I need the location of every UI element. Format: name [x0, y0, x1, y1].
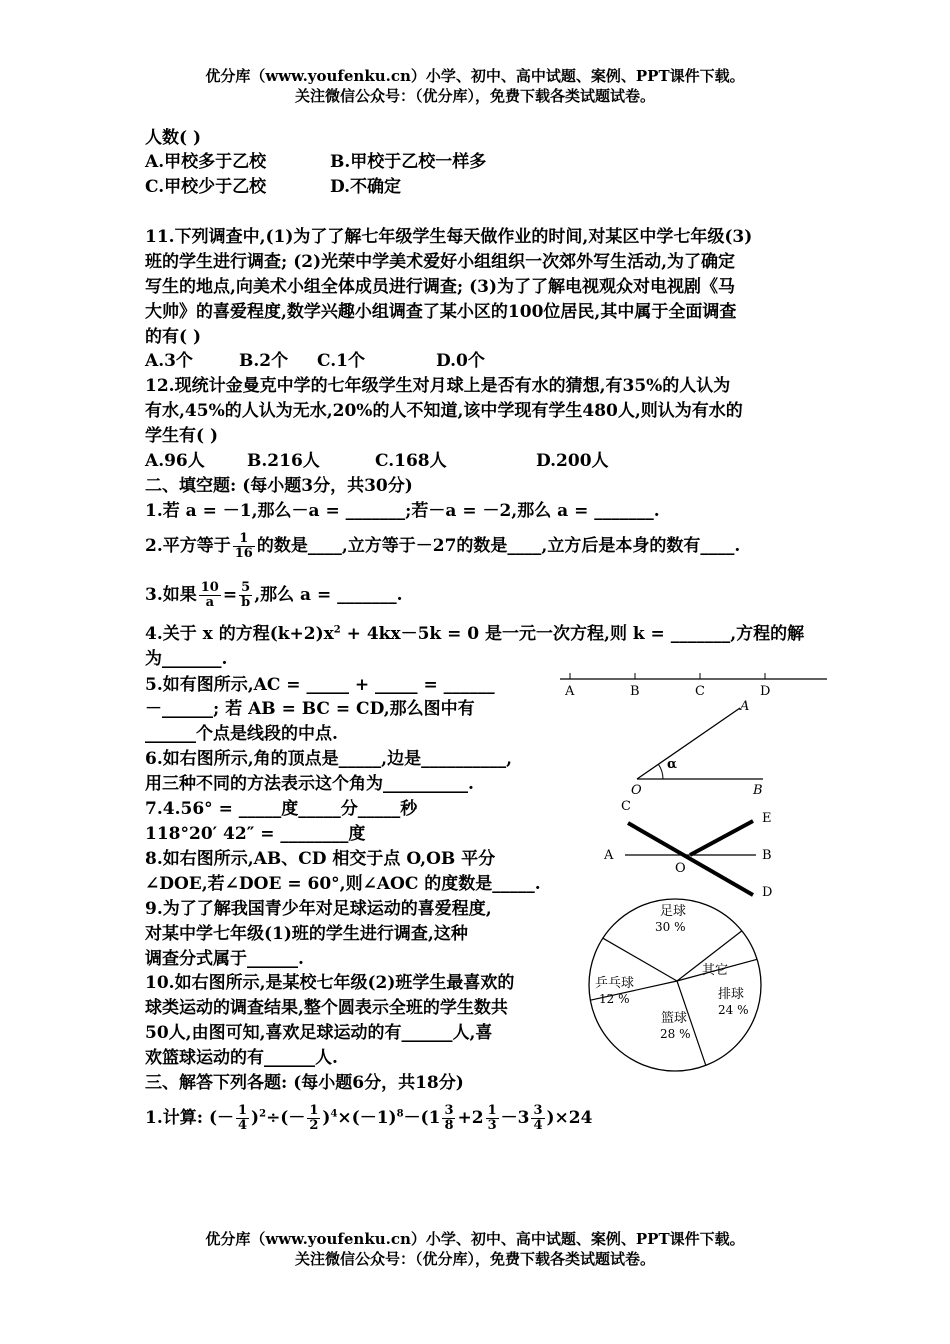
q10-prev-option-a: A.甲校多于乙校	[145, 152, 267, 172]
s3-q1-fraction-4: $\frac{1}{3}$	[487, 1103, 497, 1133]
section3-title: 三、解答下列各题: (每小题6分，共18分)	[145, 1073, 464, 1093]
q10-prev-option-b: B.甲校于乙校一样多	[330, 152, 487, 172]
s2-q4-line-2: 为_______.	[145, 649, 228, 669]
s2-q7-line-1: 7.4.56° = _____度_____分_____秒	[145, 799, 418, 819]
q11-line-5: 的有( )	[145, 327, 202, 347]
s2-q5-line-2: －______; 若 AB = BC = CD,那么图中有	[145, 699, 475, 719]
q11-line-3: 写生的地点,向美术小组全体成员进行调查; (3)为了了解电视观众对电视剧《马	[145, 277, 736, 297]
label-e: E	[762, 811, 772, 826]
slice-value-football: 30 %	[655, 920, 686, 934]
s2-q3: 3.如果 $\frac{10}{a}$ = $\frac{5}{b}$ ,那么 a = _______.	[145, 580, 403, 610]
slice-label-other: 其它	[702, 963, 729, 978]
s2-q6-line-2: 用三种不同的方法表示这个角为__________.	[145, 774, 474, 794]
angle-arc	[658, 764, 663, 779]
line-cd	[628, 823, 753, 895]
intersecting-lines-figure	[598, 795, 788, 905]
label-c: C	[621, 799, 631, 814]
s2-q1: 1.若 a = －1,那么－a = _______;若－a = －2,那么 a = _______.	[145, 501, 660, 521]
slice-value-pingpong: 12 %	[599, 992, 630, 1006]
q11-option-a: A.3个	[145, 351, 193, 371]
s2-q8-line-2: ∠DOE,若∠DOE = 60°,则∠AOC 的度数是_____.	[145, 874, 541, 894]
label-c: C	[695, 684, 705, 699]
s2-q5-line-1: 5.如有图所示,AC = _____ + _____ = ______	[145, 675, 495, 695]
q12-option-a: A.96人	[145, 451, 205, 471]
slice-value-basketball: 28 %	[660, 1027, 691, 1041]
pie-divider-0	[603, 938, 677, 981]
s3-q1-fraction-3: $\frac{3}{8}$	[444, 1103, 454, 1133]
s2-q9-line-1: 9.为了了解我国青少年对足球运动的喜爱程度,	[145, 899, 492, 919]
s3-q1: 1.计算: (－ $\frac{1}{4}$ )$^2$÷(－ $\frac{1}{2}$ )$^4\times(-1)^8-(1$ $\frac{3}{8}$ +2 $\frac{1}{3}$ －3 $\frac{3}{4}$ )×24	[145, 1103, 593, 1133]
alpha-label: α	[667, 757, 678, 772]
q11-option-d: D.0个	[436, 351, 485, 371]
s2-q10-line-4: 欢篮球运动的有______人.	[145, 1048, 338, 1068]
q11-line-4: 大帅》的喜爱程度,数学兴趣小组调查了某小区的100位居民,其中属于全面调查	[145, 302, 737, 322]
q10-prev-stem-end: 人数( )	[145, 128, 202, 148]
q12-line-1: 12.现统计金曼克中学的七年级学生对月球上是否有水的猜想,有35%的人认为	[145, 376, 731, 396]
q10-prev-option-d: D.不确定	[330, 177, 402, 197]
q11-option-b: B.2个	[239, 351, 289, 371]
q11-line-2: 班的学生进行调查; (2)光荣中学美术爱好小组组织一次郊外写生活动,为了确定	[145, 252, 736, 272]
label-o: O	[675, 861, 686, 876]
q12-line-3: 学生有( )	[145, 426, 219, 446]
s2-q7-line-2: 118°20′ 42″ = ________度	[145, 824, 366, 844]
label-b: B	[630, 684, 640, 699]
slice-value-volleyball: 24 %	[718, 1003, 749, 1017]
s3-q1-fraction-1: $\frac{1}{4}$	[238, 1103, 248, 1133]
q11-option-c: C.1个	[317, 351, 365, 371]
label-b: B	[762, 848, 772, 863]
s2-q4-line-1: 4.关于 x 的方程$(k+2)x^2 + 4kx-5k = 0$ 是一元一次方程,则 k = _______,方程的解	[145, 624, 805, 644]
label-a: A	[604, 848, 614, 863]
s2-q2-fraction: $\frac{1}{16}$	[234, 531, 253, 561]
label-a: A	[565, 684, 575, 699]
s2-q5-line-3: ______个点是线段的中点.	[145, 724, 338, 744]
slice-label-football: 足球	[660, 904, 687, 919]
q12-option-d: D.200人	[536, 451, 609, 471]
s3-q1-fraction-2: $\frac{1}{2}$	[309, 1103, 319, 1133]
s2-q9-line-3: 调查分式属于______.	[145, 949, 304, 969]
slice-label-volleyball: 排球	[718, 987, 745, 1002]
q12-option-b: B.216人	[247, 451, 320, 471]
slice-label-pingpong: 乒乓球	[595, 976, 635, 991]
angle-figure	[625, 698, 785, 798]
ray-oa	[637, 708, 740, 779]
s2-q3-fraction-1: $\frac{10}{a}$	[200, 580, 219, 610]
segment-figure	[555, 665, 835, 700]
q11-line-1: 11.下列调查中,(1)为了了解七年级学生每天做作业的时间,对某区中学七年级(3)	[145, 227, 753, 247]
s2-q8-line-1: 8.如右图所示,AB、CD 相交于点 O,OB 平分	[145, 849, 496, 869]
pie-chart	[585, 895, 765, 1075]
s2-q2: 2.平方等于 $\frac{1}{16}$ 的数是____,立方等于－27的数是____,立方后是本身的数有____.	[145, 531, 741, 561]
s3-q1-fraction-5: $\frac{3}{4}$	[533, 1103, 543, 1133]
s2-q10-line-1: 10.如右图所示,是某校七年级(2)班学生最喜欢的	[145, 973, 515, 993]
s2-q6-line-1: 6.如右图所示,角的顶点是_____,边是__________,	[145, 749, 513, 769]
s2-q10-line-2: 球类运动的调查结果,整个圆表示全班的学生数共	[145, 998, 508, 1018]
ray-b-label: B	[753, 783, 763, 798]
q12-line-2: 有水,45%的人认为无水,20%的人不知道,该中学现有学生480人,则认为有水的	[145, 401, 743, 421]
section2-title: 二、填空题: (每小题3分，共30分)	[145, 476, 413, 496]
label-d: D	[762, 885, 773, 900]
footer-line-2: 关注微信公众号：（优分库），免费下载各类试题试卷。	[294, 1250, 655, 1268]
q10-prev-option-c: C.甲校少于乙校	[145, 177, 267, 197]
q12-option-c: C.168人	[375, 451, 447, 471]
header-line-2: 关注微信公众号：（优分库），免费下载各类试题试卷。	[294, 87, 655, 105]
vertex-o-label: O	[631, 783, 642, 798]
s2-q9-line-2: 对某中学七年级(1)班的学生进行调查,这种	[145, 924, 468, 944]
slice-label-basketball: 篮球	[661, 1011, 688, 1026]
label-d: D	[760, 684, 771, 699]
s2-q10-line-3: 50人,由图可知,喜欢足球运动的有______人,喜	[145, 1023, 493, 1043]
header-line-1: 优分库（www.youfenku.cn）小学、初中、高中试题、案例、PPT课件下载。	[205, 67, 745, 85]
ray-oe	[690, 821, 753, 855]
s2-q3-fraction-2: $\frac{5}{b}$	[241, 580, 251, 610]
footer-line-1: 优分库（www.youfenku.cn）小学、初中、高中试题、案例、PPT课件下载。	[205, 1230, 745, 1248]
ray-a-label: A	[740, 699, 750, 714]
